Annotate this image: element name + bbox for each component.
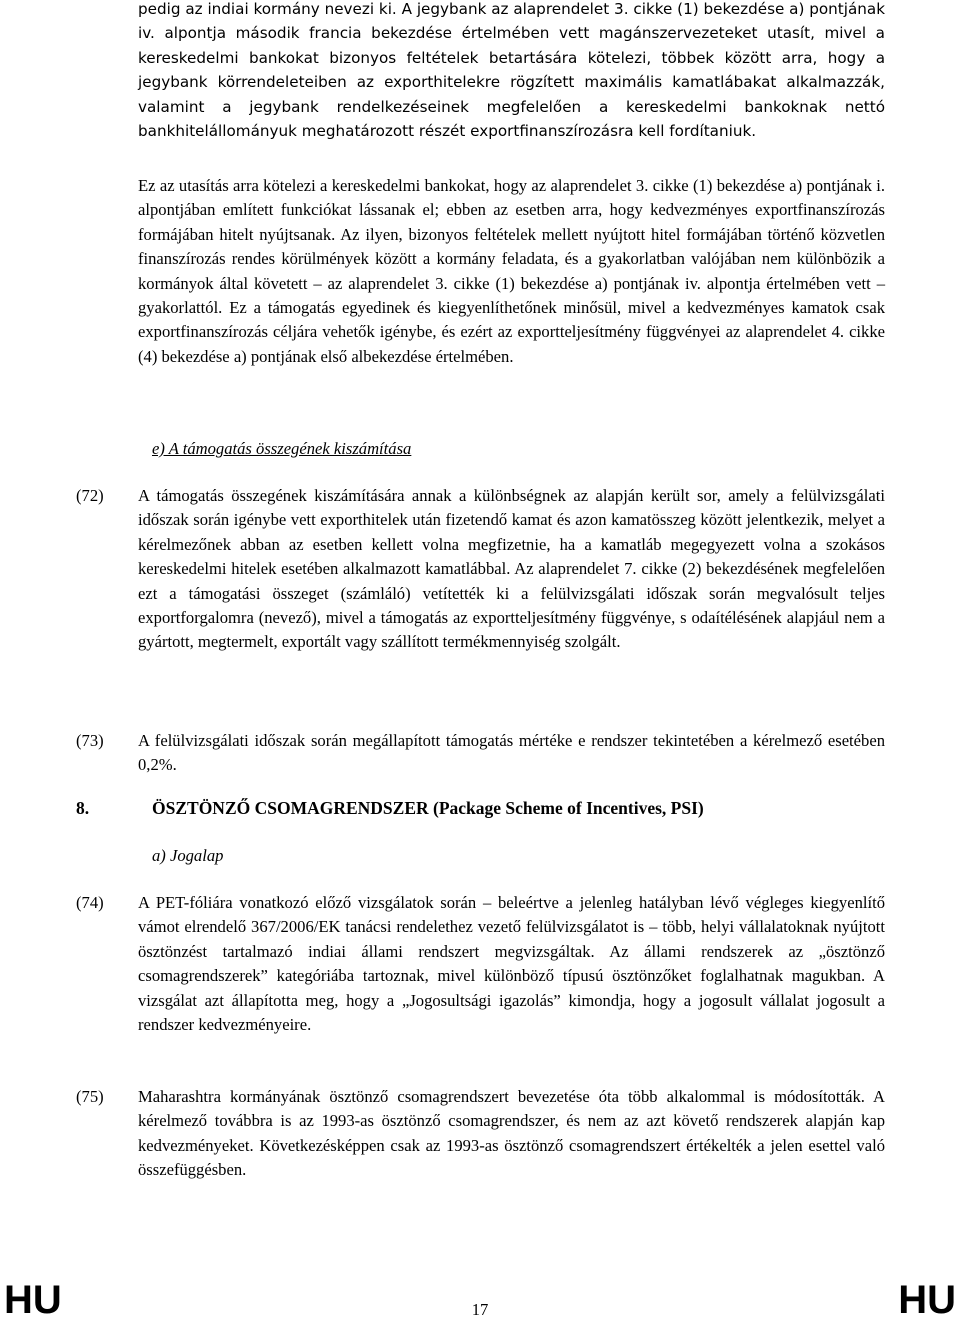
- intro-serif-paragraph: Ez az utasítás arra kötelezi a kereskedelmi bankokat, hogy az alaprendelet 3. cikke (1) bekezdése a) pontjának i. alpontjában említett funkciókat lássanak el; ebben az esetben arra, hogy kedvezményes exportfinanszírozás formájában hitelt nyújtsanak. Az ilyen, bizonyos feltételek mellett nyújtott hitel formájában történő közvetlen finanszírozás rendes körülmények között a kormány feladata, és a gyakorlatban valójában nem különbözik a kormányok által követett – az alaprendelet 3. cikke (1) bekezdése a) pontjának iv. alpontja értelmében vett – gyakorlattól. Ez a támogatás egyedinek és kiegyenlíthetőnek minősül, mivel a kedvezményes kamatok csak exportfinanszírozás céljára vehetők igénybe, és ezért az exportteljesítmény függvényei az alaprendelet 4. cikke (4) bekezdése a) pontjának első albekezdése értelmében.: [138, 176, 885, 366]
- paragraph-number: (73): [76, 731, 104, 750]
- paragraph-text: A felülvizsgálati időszak során megállapított támogatás mértéke e rendszer tekintetében a kérelmező esetében 0,2%.: [138, 731, 885, 775]
- paragraph-73: [76, 729, 885, 778]
- section-number: 8.: [76, 798, 90, 818]
- paragraph-72: [76, 484, 885, 655]
- subheading-e-text: e) A támogatás összegének kiszámítása: [152, 439, 412, 458]
- subheading-a-text: a) Jogalap: [152, 846, 224, 865]
- section-title: ÖSZTÖNZŐ CSOMAGRENDSZER (Package Scheme of Incentives, PSI): [152, 798, 704, 818]
- subheading-a: [152, 846, 223, 866]
- paragraph-text: A támogatás összegének kiszámítására annak a különbségnek az alapján került sor, amely a felülvizsgálati időszak során igénybe vett exporthitelek után fizetendő kamat és azon kamatösszeg között jelentkezik, melyet a kérelmezőnek abban az esetben kellett volna megfizetnie, ha a kamatláb megegyezett volna a szokásos kereskedelmi hitelek esetében alkalmazott kamatlábbal. Az alaprendelet 7. cikke (2) bekezdésének megfelelően ezt a támogatási összeget (számláló) vetítették ki a felülvizsgálati időszak során megvalósult teljes exportforgalomra (nevező), mivel a támogatás az exportteljesítmény függvénye, s odaítélésének alapjául nem a gyártott, megtermelt, exportált vagy szállított termékmennyiség szolgált.: [138, 486, 885, 652]
- footer-language-right: HU: [898, 1278, 956, 1322]
- paragraph-75: [76, 1085, 885, 1183]
- paragraph-74: [76, 891, 885, 1037]
- paragraph-number: (75): [76, 1087, 104, 1106]
- footer-language-left: HU: [4, 1278, 62, 1322]
- paragraph-text: Maharashtra kormányának ösztönző csomagrendszert bevezetése óta több alkalommal is módosították. A kérelmező továbbra is az 1993-as ösztönző csomagrendszer, és nem az azt követő rendszerek alapján kap kedvezményeket. Következésképpen csak az 1993-as ösztönző csomagrendszert értékelték a jelen esettel való összefüggésben.: [138, 1087, 885, 1180]
- intro-sans-paragraph: pedig az indiai kormány nevezi ki. A jegybank az alaprendelet 3. cikke (1) bekezdése a) pontjának iv. alpontja második francia bekezdése értelmében vett magánszervezeteket utasít, mivel a kereskedelmi bankokat bizonyos feltételek betartására kötelezi, többek között arra, hogy a jegybank körrendeleteiben az exporthitelekre rögzített maximális kamatlábakat alkalmazzák, valamint a jegybank rendelkezéseinek megfelelően a kereskedelmi bankoknak nettó bankhitelállományuk meghatározott részét exportfinanszírozásra kell fordítaniuk.: [138, 0, 885, 141]
- subheading-e: [152, 439, 411, 459]
- page-number: 17: [471, 1300, 489, 1319]
- paragraph-number: (74): [76, 893, 104, 912]
- paragraph-text: A PET-fóliára vonatkozó előző vizsgálatok során – beleértve a jelenleg hatályban lévő végleges kiegyenlítő vámot elrendelő 367/2006/EK tanácsi rendelethez vezető felülvizsgálatot is – több, helyi vállalatoknak nyújtott ösztönzést tartalmazó indiai állami rendszert megvizsgáltak. Az állami rendszerek az „ösztönző csomagrendszerek” kategóriába tartoznak, mivel különböző típusú ösztönzőket foglalhatnak magukban. A vizsgálat azt állapította meg, hogy a „Jogosultsági igazolás” kimondja, hogy a jogosult vállalat jogosult a rendszer kedvezményeire.: [138, 893, 885, 1035]
- paragraph-number: (72): [76, 486, 104, 505]
